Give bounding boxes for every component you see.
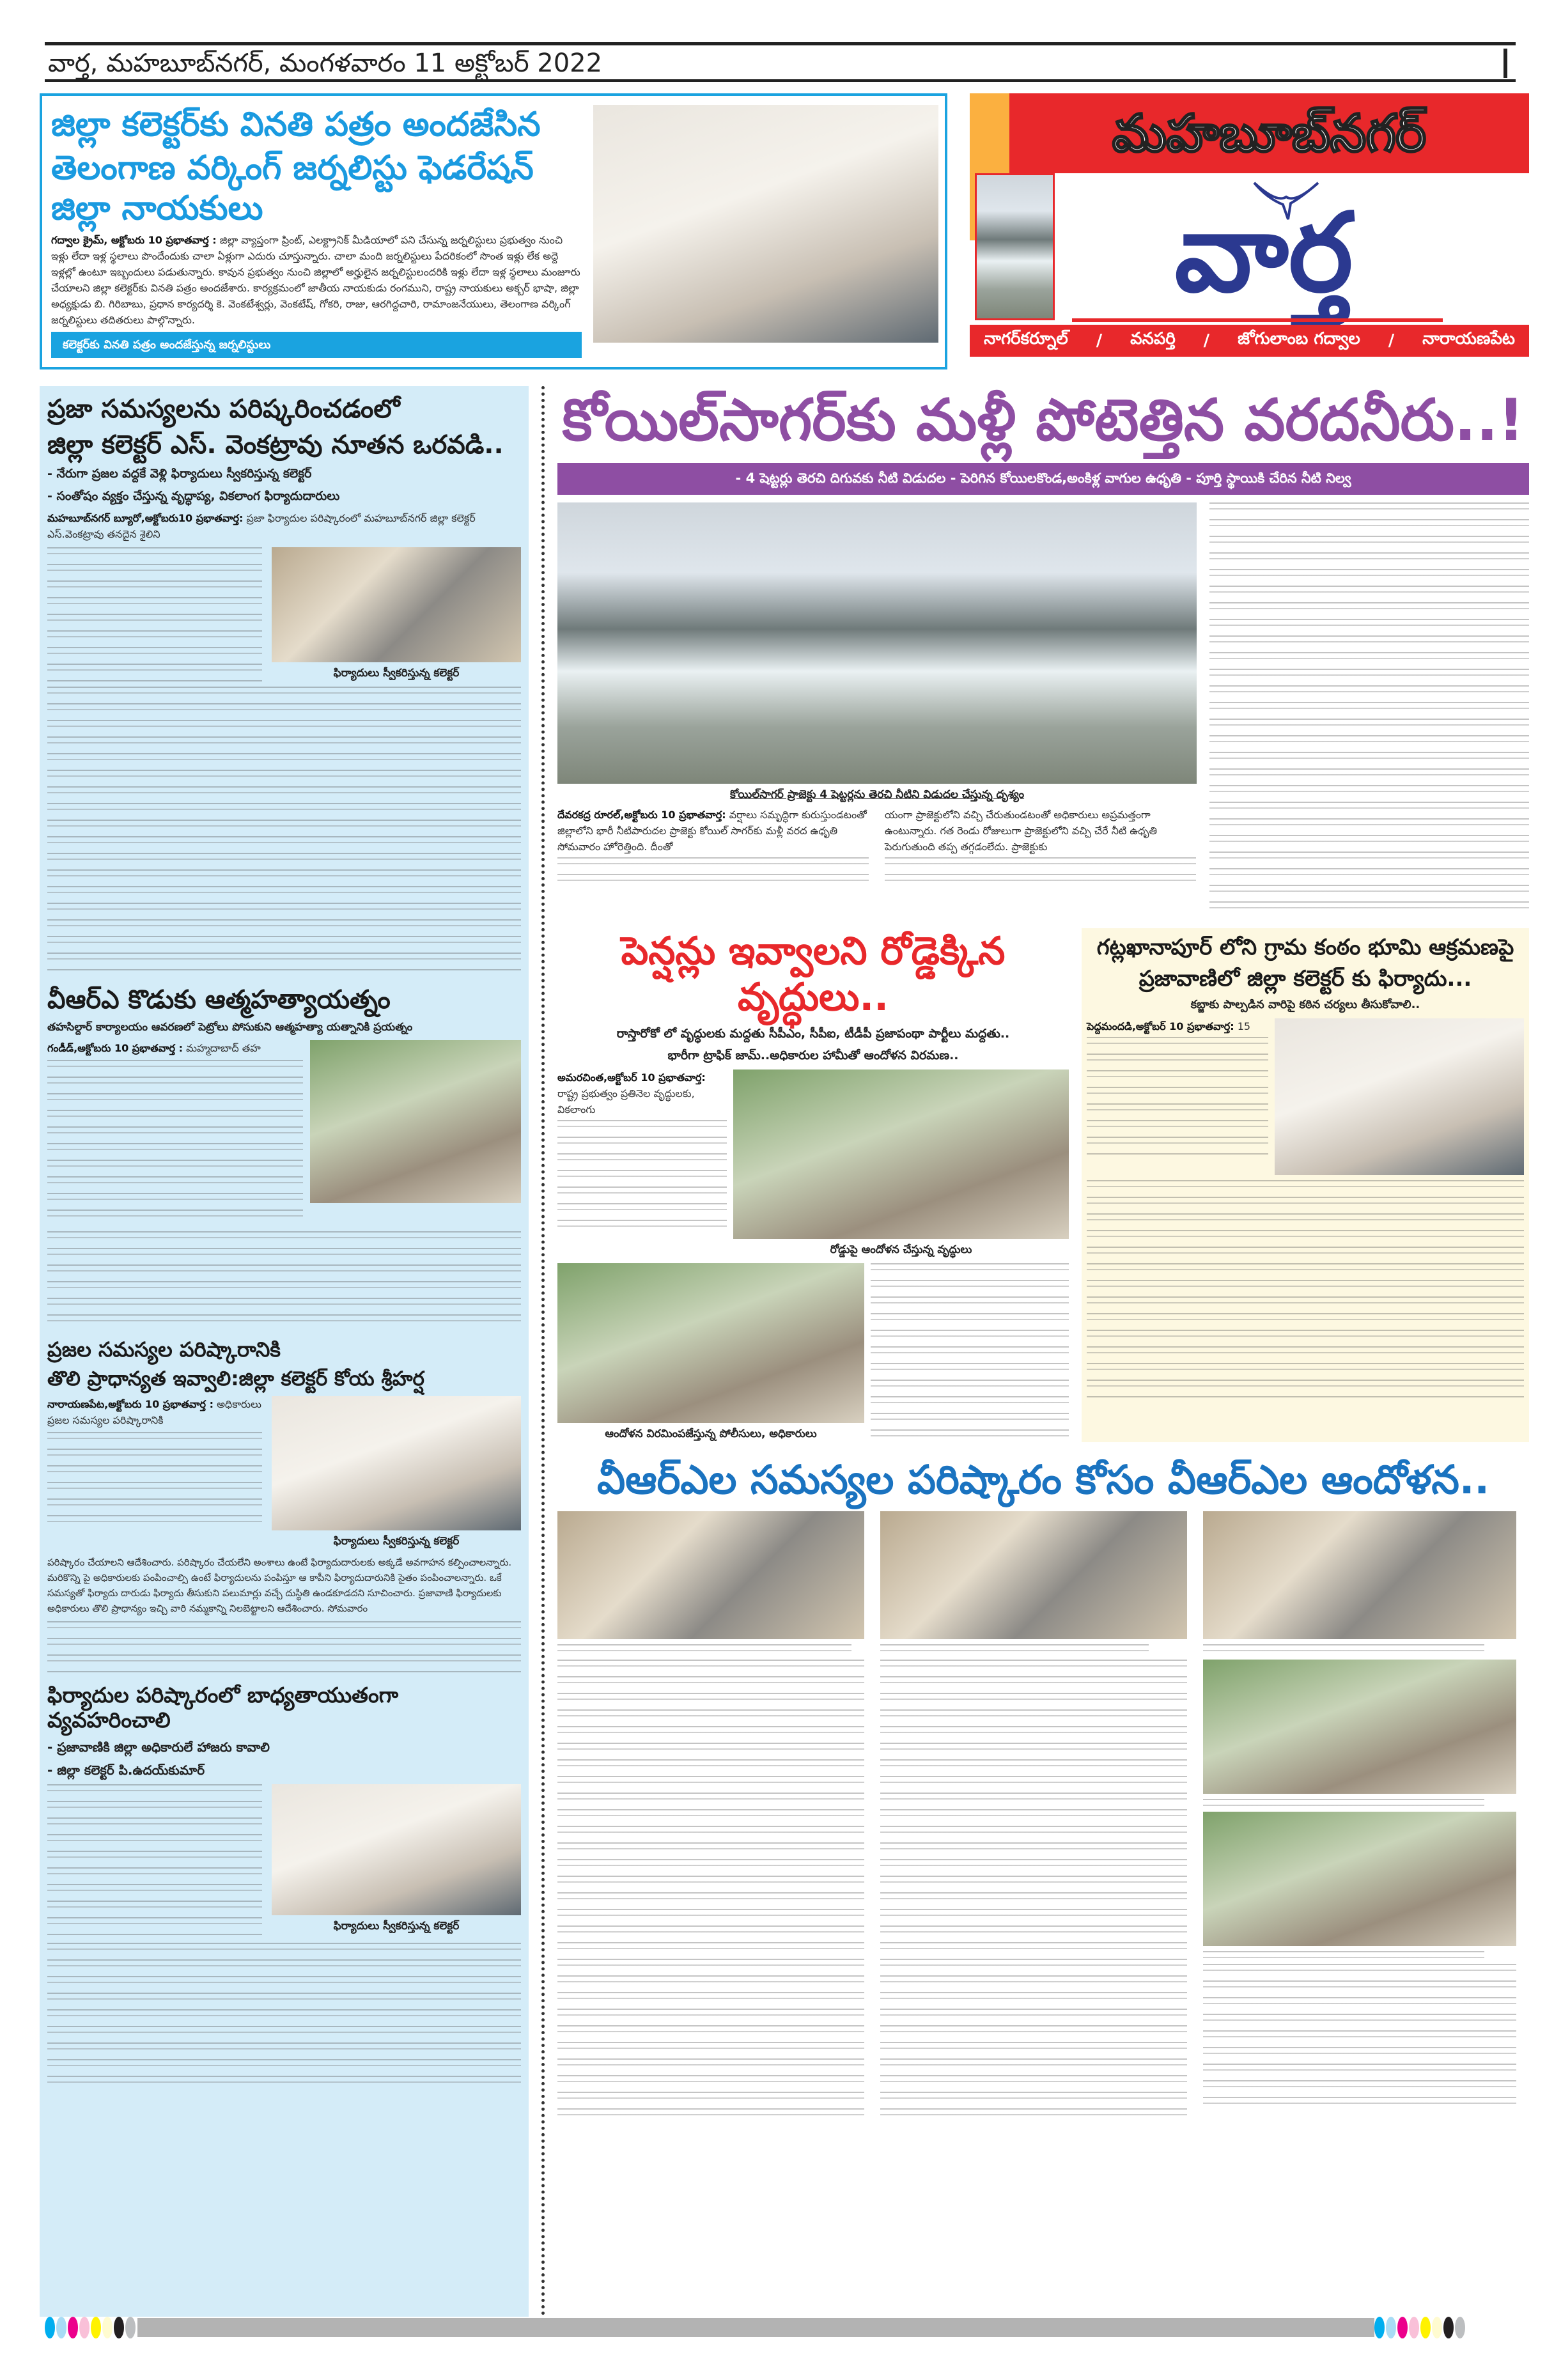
vra-protest-photo-5 [1203,1812,1516,1946]
article-text: వర్షాలు సమృద్ధిగా కురుస్తుండటంతో జిల్లాలోని భారీ నీటిపారుదల ప్రాజెక్టు కోయిల్ సాగర్‌కు మళ్లీ వరద ఉధృతి సోమవారం హోరెత్తింది. దీంతో [557,808,867,853]
vra-body-row [557,1660,1529,2120]
gattu-lead [1087,1018,1268,1034]
color-mark [1432,2317,1442,2338]
article-body-text [885,857,1196,891]
gattu-headline-2: ప్రజావాణిలో జిల్లా కలెక్టర్ కు ఫిర్యాదు... [1138,965,1472,992]
column-divider [541,386,545,2317]
vra-protest-photo-2 [880,1511,1187,1639]
photo-caption [557,1644,851,1652]
article-body-text [47,1060,303,1226]
main-story-col-1 [557,807,869,855]
narayanpet-media-row [47,1396,521,1550]
gattu-photo [1275,1018,1524,1175]
district-narayanpet: నారాయణపేట [1422,329,1516,348]
color-mark [102,2317,113,2338]
color-mark [1455,2317,1465,2338]
color-mark [114,2317,124,2338]
top-story-headline-1: జిల్లా కలెక్టర్‌కు వినతి పత్రం అందజేసిన [51,105,541,144]
color-mark [1420,2317,1431,2338]
top-story-headline-2: తెలంగాణ వర్కింగ్ జర్నలిస్టు ఫెడరేషన్ జిల్లా నాయకులు [51,149,534,228]
article-body-text [557,857,869,891]
photo-caption: ఫిర్యాదులు స్వీకరిస్తున్న కలెక్టర్ [333,1919,460,1933]
photo-caption [1203,1799,1484,1807]
article-body-text [880,1660,1187,2120]
left-column [40,386,529,2317]
district-bar [970,325,1529,357]
collector-photo [272,547,521,662]
vra-son-text [47,1040,303,1226]
gattu-text [1087,1018,1268,1158]
vra-protest-photo-1 [557,1511,864,1639]
top-story-text [51,105,582,358]
pension-text [557,1069,727,1235]
photo-caption [1203,1644,1484,1652]
vra-protest-photo-4 [1203,1660,1516,1794]
photo-caption: ఫిర్యాదులు స్వీకరిస్తున్న కలెక్టర్ [333,666,460,680]
article-text: రాష్ట్ర ప్రభుత్వం ప్రతినెల వృద్ధులకు, వికలాంగు [557,1087,695,1116]
pension-story [557,928,1069,1442]
article-text: జిల్లా వ్యాప్తంగా ప్రింట్, ఎలక్ట్రానిక్ మీడియాలో పని చేసున్న జర్నలిస్టులు ప్రభుత్వం నుంచి ఇళ్లు లేదా ఇళ్ల స్థలాలు పొందేందుకు చాలా ఏళ్లుగా ఎదురు చూస్తున్నారు. చాలా మంది జర్నలిస్టులు పేదరికంలో సొంత ఇళ్లు లేక అద్దె ఇళ్లల్లో ఉంటూ ఇబ్బందులు పడుతున్నారు. కావున ప్రభుత్వం నుంచి జిల్లాలో అర్హులైన జర్నలిస్టులందరికి ఇళ్లు లేదా ఇళ్ల స్థలాలు మంజూరు చేయాలని జిల్లా కలెక్టర్‌కు వినతి పత్రం అందజేశారు. కార్యక్రమంలో జాతీయ నాయకుడు రంగముని, రాష్ట్ర నాయకులు అక్బర్ భాషా, జిల్లా అధ్యక్షుడు బి. గిరిబాబు, ప్రధాన కార్యదర్శి కె. వెంకటేశ్వర్లు, వెంకటేష్, గోకరి, రాజు, ఆరగిద్దచారి, రామాంజనేయులు, తెలంగాణ వర్కింగ్ జర్నలిస్టులు తదితరులు పాల్గొన్నారు. [51,234,580,327]
dateline: పెద్దమందడి,అక్టోబర్ 10 ప్రభాతవార్త: [1087,1020,1234,1032]
main-story-columns [557,807,1197,891]
narayanpet-figure [272,1396,521,1550]
vra-son-lead [47,1040,303,1056]
separator: / [1096,331,1103,350]
dateline: నారాయణపేట,అక్టోబరు 10 ప్రభాతవార్త : [47,1397,214,1410]
police-officials-photo [557,1263,864,1423]
narayanpet-kicker: ప్రజల సమస్యల పరిష్కారానికి [47,1337,281,1362]
vra-figure-1 [557,1511,864,1652]
article-text: అధికారులు ప్రజల సమస్యల పరిష్కారానికి [47,1397,261,1426]
gattu-headline-1: గట్లఖానాపూర్ లోని గ్రామ కంఠం భూమి ఆక్రమణపై [1096,934,1514,960]
dateline: మహబూబ్‌నగర్ బ్యూరో,అక్టోబరు10 ప్రభాతవార్త: [47,511,244,524]
udaykumar-headline: ఫిర్యాదుల పరిష్కారంలో బాధ్యతాయుతంగా వ్యవహరించాలి [47,1682,399,1733]
color-mark [1386,2317,1396,2338]
masthead-logo: వార్త [1174,190,1353,316]
vra-son-headline: వీఆర్ఎ కొడుకు ఆత్మహత్యాయత్నం [47,984,391,1015]
photo-caption: ఆందోళన విరమింపజేస్తున్న పోలీసులు, అధికారులు [605,1427,817,1440]
district-nagarkurnool: నాగర్‌కర్నూల్ [983,329,1068,348]
header-bottom-rule [45,79,1516,82]
header-top-rule [45,42,1516,45]
vra-figure-2 [880,1511,1187,1652]
main-story-col-2-wrap [885,807,1196,891]
article-text: ప్రజా ఫిర్యాదుల పరిష్కారంలో మహబూబ్‌నగర్ జిల్లా కలెక్టర్ ఎస్.వెంకట్రావు తనదైన శైలిని [47,511,476,540]
udaykumar-figure [272,1784,521,1934]
photo-caption: కలెక్టర్‌కు వినతి పత్రం అందజేస్తున్న జర్నలిస్టులు [51,332,582,358]
pension-sub-1: రాస్తారోకో లో వృద్ధులకు మద్దతు సీపీఎం, సీపీఐ, టీడీపీ ప్రజాపంథా పార్టీలు మద్దతు.. [616,1026,1010,1041]
pension-figure-1 [733,1069,1069,1258]
dateline: అమరచింత,అక్టోబర్ 10 ప్రభాతవార్త: [557,1071,706,1084]
pension-figure-2 [557,1263,864,1442]
article-text: 15 [1237,1020,1251,1032]
color-mark [125,2317,136,2338]
collector-story-headline-1: ప్రజా సమస్యలను పరిష్కరించడంలో [47,394,400,424]
color-mark [1409,2317,1419,2338]
photo-caption: కోయిల్‌సాగర్ ప్రాజెక్టు 4 షెట్టర్లను తెరచి నీటిని విడుదల చేస్తున్న దృశ్యం [729,788,1025,801]
page-body [40,93,1529,2317]
collector-story-lead [47,510,521,542]
color-mark [56,2317,66,2338]
right-area [557,386,1529,2120]
article-text: మహ్మదాబాద్ తహ [186,1042,261,1055]
article-body-text [47,547,262,681]
gray-bar [137,2318,1374,2337]
gattu-story [1082,928,1529,1442]
article-body-text [47,1943,521,2083]
vra-son-sub: తహసిల్దార్ కార్యాలయం ఆవరణలో పెట్రోలు పోసుకుని ఆత్మహత్యా యత్నానికి ప్రయత్నం [47,1020,413,1034]
vra-headline: వీఆర్ఎల సమస్యల పరిష్కారం కోసం వీఆర్ఎల ఆందోళన.. [597,1456,1489,1503]
color-mark [1397,2317,1408,2338]
vra-right-col [1203,1660,1516,2111]
article-body-text [47,1784,262,1938]
color-mark [45,2317,55,2338]
color-mark [1374,2317,1385,2338]
collector-figure [272,547,521,681]
udaykumar-media-row [47,1784,521,1938]
main-story-subtitle-bar: - 4 షెట్టర్లు తెరచి దిగువకు నీటి విడుదల - పెరిగిన కోయిలకొండ,అంకిళ్ల వాగుల ఉధృతి - పూర్తి స్థాయికి చేరిన నీటి నిల్వ [557,463,1529,495]
top-story-body [51,232,582,328]
color-mark [79,2317,89,2338]
top-story [40,93,947,369]
udaykumar-sub-2: - జిల్లా కలెక్టర్ పి.ఉదయ్‌కుమార్ [47,1762,205,1778]
content-row [40,386,1529,2317]
narayanpet-photo [272,1396,521,1530]
article-body-text [1087,1180,1524,1397]
article-body-text [47,1621,521,1672]
color-mark [1443,2317,1454,2338]
article-body-text [871,1263,1069,1442]
narayanpet-body: పరిష్కారం చేయాలని ఆదేశించారు. పరిష్కారం చేయలేని అంశాలు ఉంటే ఫిర్యాదుదారులకు అక్కడే అవగాహన కల్పించాలన్నారు. మరికొన్ని పై అధికారులకు పంపించాల్సి ఉంటే ఫిర్యాదులను పంపిస్తూ ఆ కాపీని ఫిర్యాదుదారునికి సైతం పంపించాలన్నారు. ఒకే సమస్యతో ఫిర్యాదు దారుడు ఫిర్యాదు తీసుకుని పలుమార్లు వచ్చే దుస్థితి ఉండకూడదని సూచించారు. ప్రజావాణి ఫిర్యాదులకు అధికారులు తొలి ప్రాధాన్యం ఇచ్చి వారి నమ్మకాన్ని నిలబెట్టాలని ఆదేశించారు. సోమవారం [47,1556,512,1614]
separator: / [1203,331,1210,350]
photo-caption [880,1644,1149,1652]
article-body-text [557,1660,864,2120]
page-date-line: వార్త, మహబూబ్‌నగర్, మంగళవారం 11 అక్టోబర్ 2022 [48,49,603,78]
collector-story-media-row [47,547,521,681]
main-story-headline: కోయిల్‌సాగర్‌కు మళ్లీ పోటెత్తిన వరదనీరు..! [562,387,1525,455]
pension-media-row-2 [557,1263,1069,1442]
pension-lead [557,1069,727,1117]
vra-son-media-row [47,1040,521,1226]
koilsagar-dam-photo [557,502,1197,784]
article-body-text [47,687,521,974]
collector-story-headline-2: జిల్లా కలెక్టర్ ఎస్. వెంకట్రావు నూతన ఒరవడి.. [47,430,504,460]
vra-figure-3 [1203,1511,1516,1652]
dateline: గండీడ్,అక్టోబరు 10 ప్రభాతవార్త : [47,1042,183,1055]
pension-media-row-1 [557,1069,1069,1258]
photo-caption [1203,1951,1484,1959]
dateline: గద్వాల క్రైమ్, అక్టోబరు 10 ప్రభాతవార్త : [51,234,217,247]
protest-road-photo [733,1069,1069,1239]
masthead-region-title: మహబూబ్‌నగర్ [1009,93,1529,173]
article-body-text [47,1432,262,1528]
photo-caption: ఫిర్యాదులు స్వీకరిస్తున్న కలెక్టర్ [333,1534,460,1548]
article-body-text [1087,1037,1268,1158]
dam-thumbnail-photo [975,173,1055,320]
article-body-text [47,1231,521,1327]
header-marker [1503,49,1507,78]
logo-underline [1072,318,1443,322]
gattu-media-row [1087,1018,1524,1175]
journalists-photo [593,105,938,343]
dateline: దేవరకద్ర రూరల్,అక్టోబరు 10 ప్రభాతవార్త: [557,808,726,821]
vra-protest-photo-3 [1203,1511,1516,1639]
collector-story-sub-2: - సంతోషం వ్యక్తం చేస్తున్న వృద్ధాప్య, వికలాంగ ఫిర్యాదుదారులు [47,488,340,503]
udaykumar-photo [272,1784,521,1915]
narayanpet-headline: తొలి ప్రాధాన్యత ఇవ్వాలి:జిల్లా కలెక్టర్ కోయ శ్రీహర్ష [47,1367,424,1390]
photo-caption: రోడ్డుపై ఆందోళన చేస్తున్న వృద్ధులు [830,1243,972,1257]
color-mark [68,2317,78,2338]
middle-stories-row [557,928,1529,1442]
collector-story-sub-1: - నేరుగా ప్రజల వద్దకే వెళ్లి ఫిర్యాదులు స్వీకరిస్తున్న కలెక్టర్ [47,467,312,481]
top-row [40,93,1529,369]
color-mark [91,2317,101,2338]
narayanpet-lead [47,1396,262,1428]
pension-headline: పెన్షన్లు ఇవ్వాలని రోడ్డెక్కిన వృద్ధులు.. [621,928,1006,1020]
main-story-left [557,502,1197,891]
narayanpet-text [47,1396,262,1528]
main-story-body [557,502,1529,912]
pension-sub-2: భారీగా ట్రాఫిక్ జామ్..అధికారుల హామీతో ఆందోళన విరమణ.. [667,1048,959,1063]
article-body-text [557,1120,727,1235]
vra-son-photo [310,1040,521,1203]
article-body-text [1209,502,1529,912]
district-gadwal: జోగులాంబ గద్వాల [1238,329,1360,348]
main-story-col-2: యంగా ప్రాజెక్టులోని వచ్చి చేరుతుండటంతో అధికారులు అప్రమత్తంగా ఉంటున్నారు. గత రెండు రోజులుగా ప్రాజెక్టులోని వచ్చి చేరే నీటి ఉధృతి పెరుగుతుంది తప్ప తగ్గడంలేదు. ప్రాజెక్టుకు [885,808,1157,853]
vra-photo-row [557,1511,1529,1652]
udaykumar-sub-1: - ప్రజావాణికి జిల్లా అధికారులే హాజరు కావాలి [47,1739,270,1755]
gattu-sub: కబ్జాకు పాల్పడిన వారిపై కఠిన చర్యలు తీసుకోవాలి.. [1190,998,1420,1012]
article-body-text [1203,1964,1516,2111]
main-story-col-1-wrap [557,807,869,891]
separator: / [1388,331,1395,350]
district-wanaparthy: వనపర్తి [1130,329,1176,348]
masthead [970,93,1529,357]
